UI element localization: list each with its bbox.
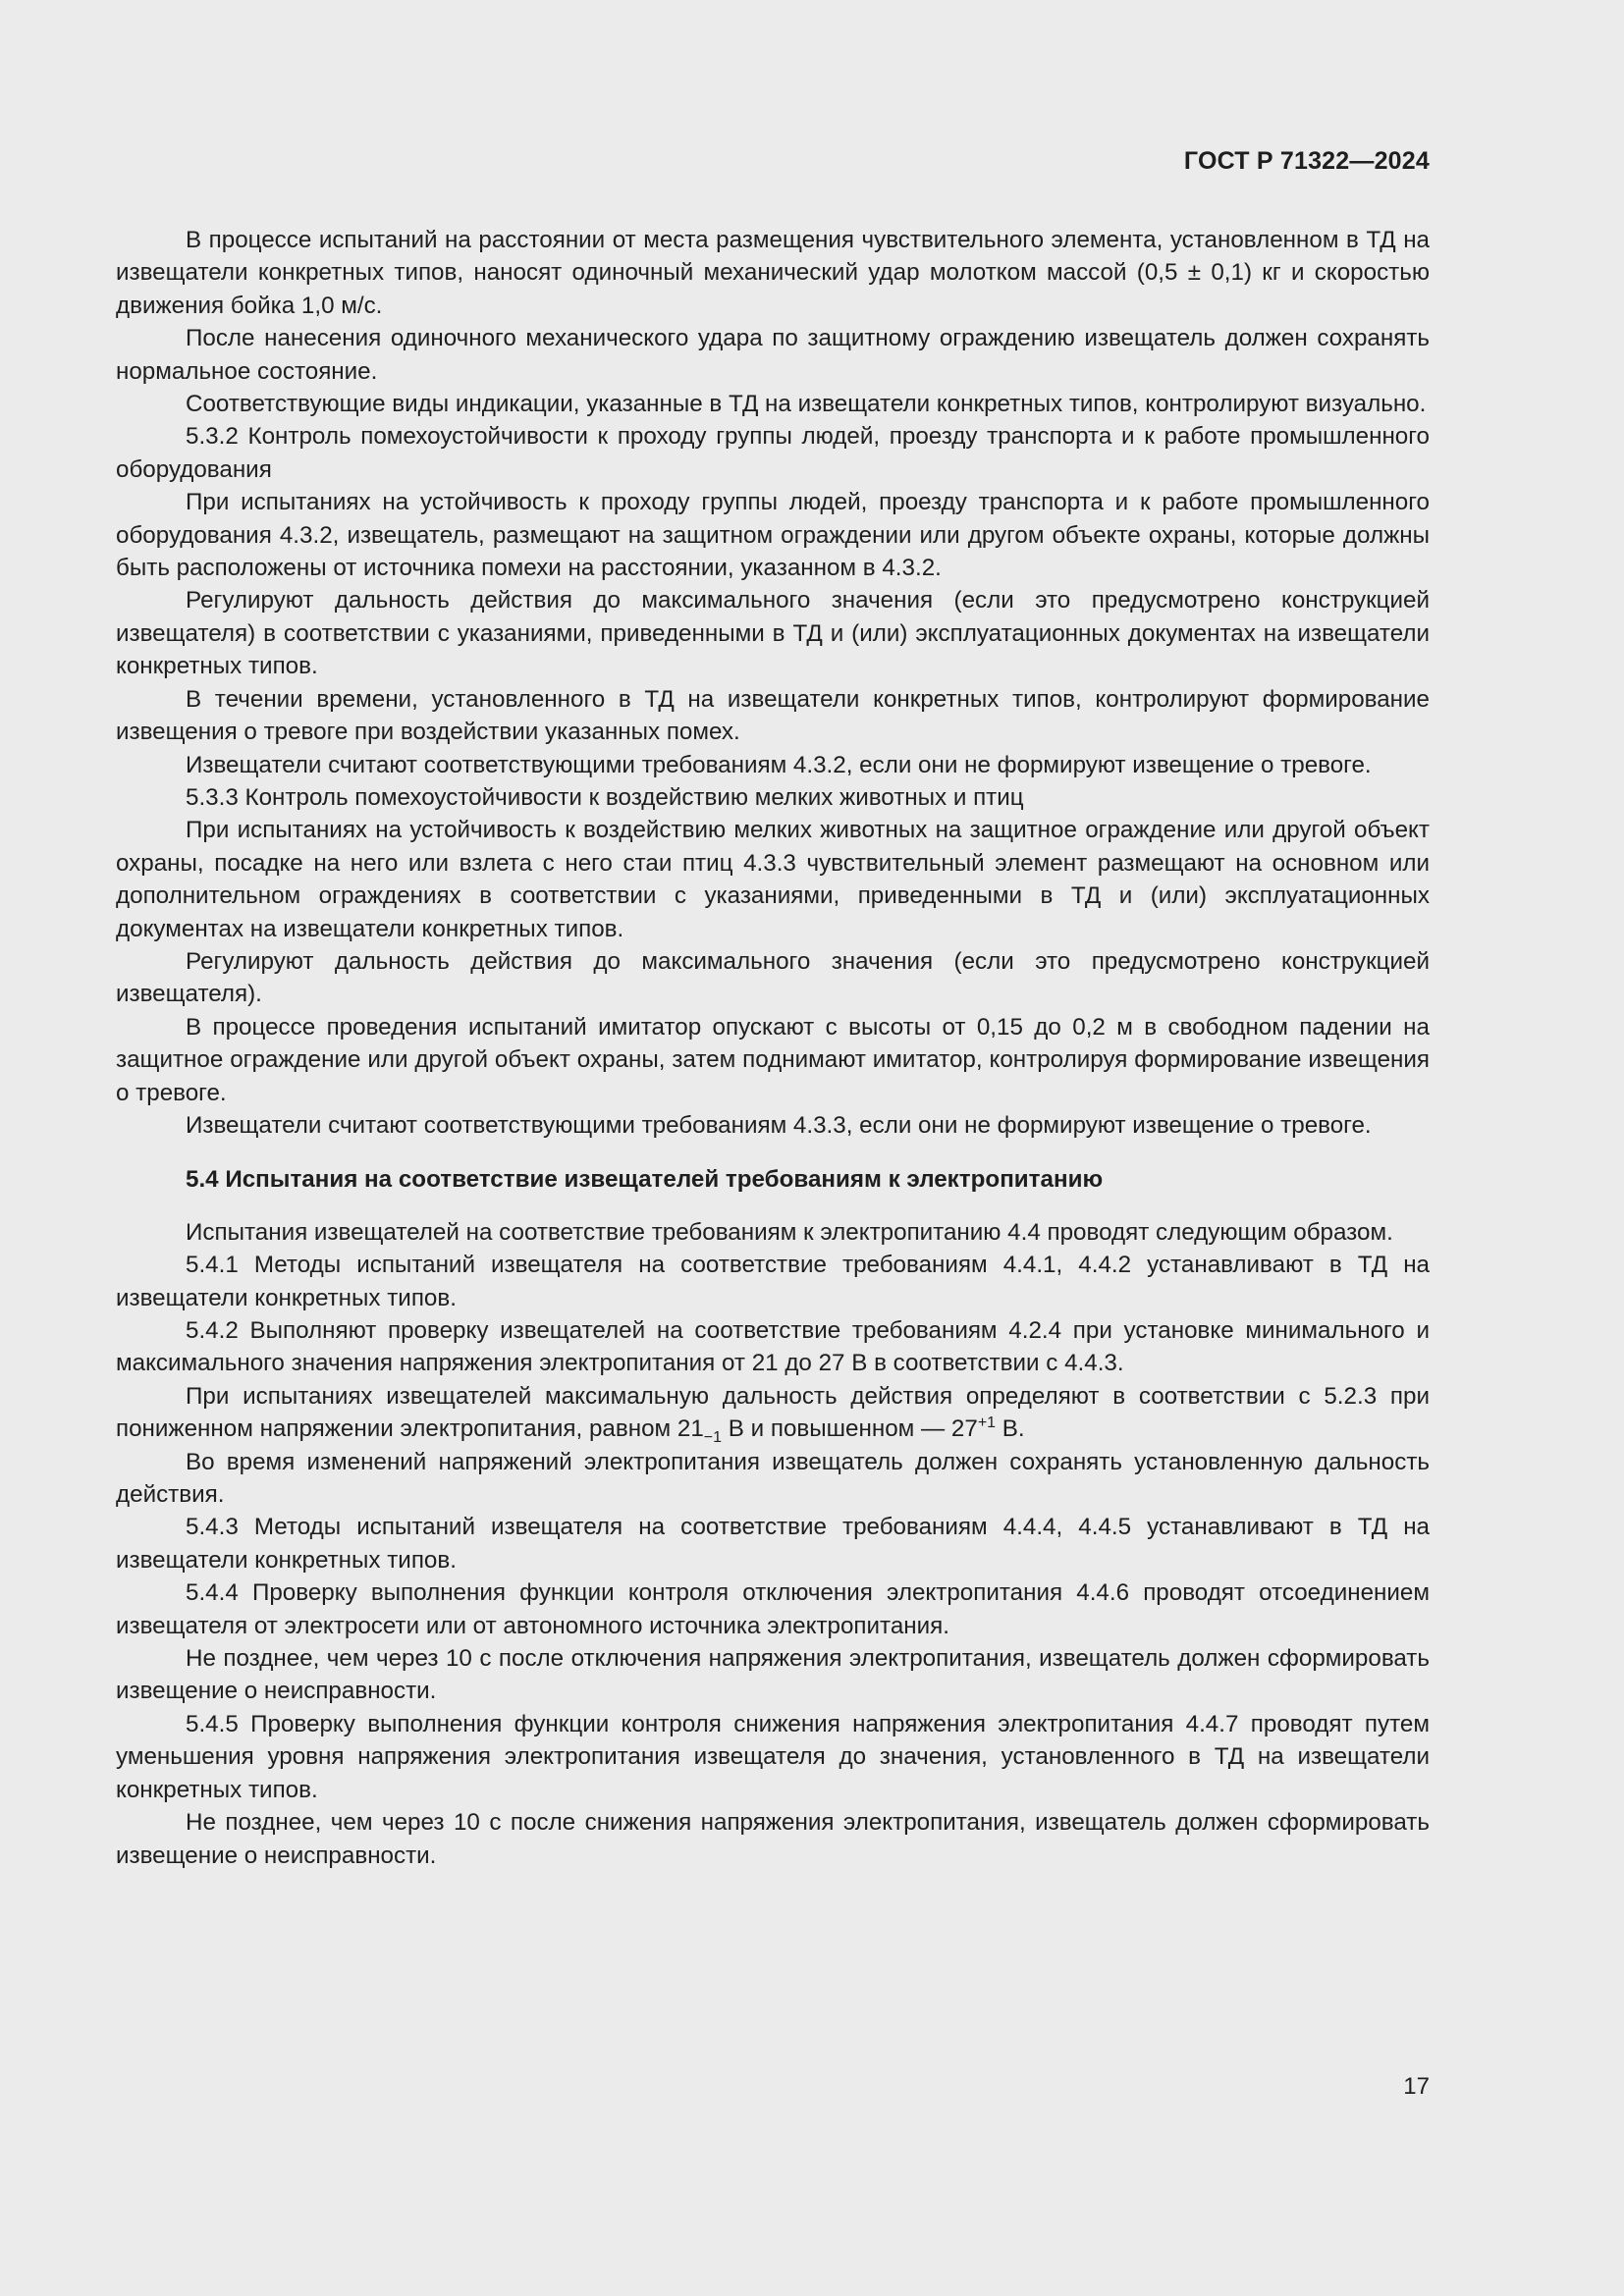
subsection-paragraph: 5.4.3 Методы испытаний извещателя на соответствие требованиям 4.4.4, 4.4.5 устанавливают в ТД на извещатели конкретных типов. [116,1514,1430,1574]
subsection-paragraph: 5.4.2 Выполняют проверку извещателей на соответствие требованиям 4.2.4 при установке минимального и максимального значения напряжения электропитания от 21 до 27 В в соответствии с 4.4.3. [116,1317,1430,1377]
paragraph: Соответствующие виды индикации, указанные в ТД на извещатели конкретных типов, контролируют визуально. [186,391,1427,418]
paragraph: Извещатели считают соответствующими требованиям 4.3.3, если они не формируют извещение о тревоге. [186,1111,1372,1139]
paragraph: В течении времени, установленного в ТД на извещатели конкретных типов, контролируют формирование извещения о тревоге при воздействии указанных помех. [116,685,1430,746]
paragraph: В процессе испытаний на расстоянии от места размещения чувствительного элемента, установленном в ТД на извещатели конкретных типов, наносят одиночный механический удар молотком массой (0,5 ± 0,1) кг и скоростью движения бойка 1,0 м/с. [116,227,1430,319]
page-number: 17 [1403,2073,1430,2100]
paragraph: Извещатели считают соответствующими требованиям 4.3.2, если они не формируют извещение о тревоге. [186,751,1372,778]
subsection-title: 5.3.2 Контроль помехоустойчивости к проходу группы людей, проезду транспорта и к работе промышленного оборудования [116,423,1430,483]
subsection-paragraph: 5.4.4 Проверку выполнения функции контроля отключения электропитания 4.4.6 проводят отсоединением извещателя от электросети или от автономного источника электропитания. [116,1579,1430,1639]
paragraph: Не позднее, чем через 10 с после снижения напряжения электропитания, извещатель должен сформировать извещение о неисправности. [116,1809,1430,1869]
section-heading: 5.4 Испытания на соответствие извещателей требованиям к электропитанию [186,1166,1104,1194]
page-body [116,224,1430,1872]
paragraph: Регулируют дальность действия до максимального значения (если это предусмотрено конструкцией извещателя) в соответствии с указаниями, приведенными в ТД и (или) эксплуатационных документах на извещатели конкретных типов. [116,587,1430,680]
paragraph: Во время изменений напряжений электропитания извещатель должен сохранять установленную дальность действия. [116,1448,1430,1509]
voltage-text-1: При испытаниях извещателей максимальную дальность действия определяют в соответствии с 5.2.3 при пониженном напряжении электропитания, равном 21 [116,1382,1430,1443]
subsection-title: 5.3.3 Контроль помехоустойчивости к воздействию мелких животных и птиц [186,783,1024,811]
subsection-paragraph: 5.4.1 Методы испытаний извещателя на соответствие требованиям 4.4.1, 4.4.2 устанавливают в ТД на извещатели конкретных типов. [116,1252,1430,1311]
voltage-superscript: +1 [977,1415,997,1432]
voltage-text-2: В и повышенном — 27 [722,1415,978,1443]
paragraph: В процессе проведения испытаний имитатор опускают с высоты от 0,15 до 0,2 м в свободном падении на защитное ограждение или другой объект охраны, затем поднимают имитатор, контролируя формирование извещения о тревоге. [116,1013,1430,1106]
voltage-paragraph [116,1380,1430,1446]
paragraph: При испытаниях на устойчивость к проходу группы людей, проезду транспорта и к работе промышленного оборудования 4.3.2, извещатель, размещают на защитном ограждении или другом объекте охраны, которые должны быть расположены от источника помехи на расстоянии, указанном в 4.3.2. [116,489,1430,582]
subsection-paragraph: 5.4.5 Проверку выполнения функции контроля снижения напряжения электропитания 4.4.7 проводят путем уменьшения уровня напряжения электропитания извещателя до значения, установленного в ТД на извещатели конкретных типов. [116,1710,1430,1803]
paragraph: Не позднее, чем через 10 с после отключения напряжения электропитания, извещатель должен сформировать извещение о неисправности. [116,1645,1430,1705]
voltage-text-3: В. [996,1415,1025,1443]
paragraph: Испытания извещателей на соответствие требованиям к электропитанию 4.4 проводят следующим образом. [186,1218,1393,1246]
voltage-subscript: −1 [703,1429,723,1447]
paragraph: После нанесения одиночного механического удара по защитному ограждению извещатель должен сохранять нормальное состояние. [116,325,1430,385]
document-id-header: ГОСТ Р 71322—2024 [1183,147,1430,175]
paragraph: Регулируют дальность действия до максимального значения (если это предусмотрено конструкцией извещателя). [116,947,1430,1008]
paragraph: При испытаниях на устойчивость к воздействию мелких животных на защитное ограждение или другой объект охраны, посадке на него или взлета с него стаи птиц 4.3.3 чувствительный элемент размещают на основном или дополнительном ограждениях в соответствии с указаниями, приведенными в ТД и (или) эксплуатационных документах на извещатели конкретных типов. [116,817,1430,942]
